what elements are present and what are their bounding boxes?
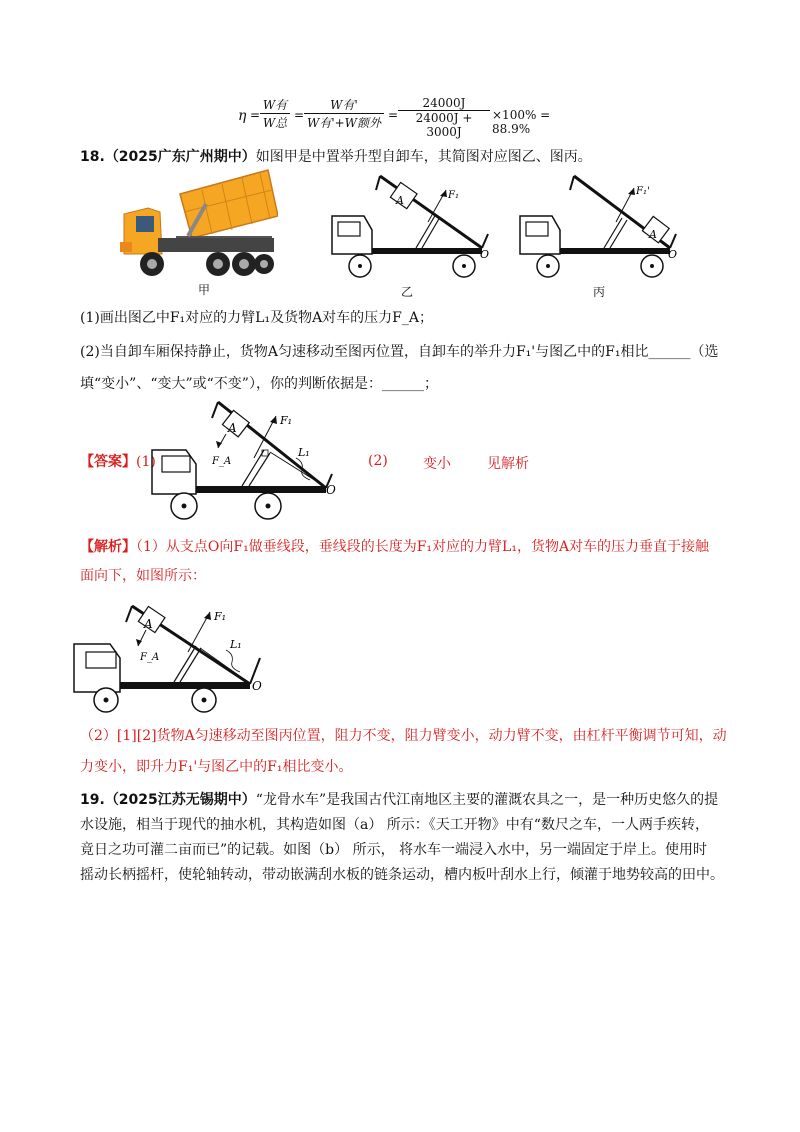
q18-part1: (1)画出图乙中F₁对应的力臂L₁及货物A对车的压力F_A； [80,310,433,326]
q18-stem: 如图甲是中置举升型自卸车，其简图对应图乙、图丙。 [255,149,592,165]
analysis-label: 【解析】 [80,539,136,555]
figure-yi-diagram [328,172,498,284]
ana-letter-l1: L₁ [230,638,242,651]
ans-letter-a: A [228,421,237,435]
bing-letter-f1p: F₁' [636,186,650,197]
answer-part2: (2) [368,453,388,469]
bing-letter-a: A [649,228,657,241]
q19-line2: 水设施，相当于现代的抽水机，其构造如图（a） 所示：《天工开物》中有“数尺之车，一人两手疾转， [80,817,709,833]
ans-letter-o: O [326,483,336,497]
q18-number: 18. [80,149,105,165]
analysis-line2: 面向下，如图所示： [80,568,206,584]
analysis-diagram [70,602,270,714]
q19-line4: 摇动长柄摇杆，使轮轴转动，带动嵌满刮水板的链条运动，槽内板叶刮水上行，倾灌于地势较高的田中。 [80,867,724,883]
answer-part1: (1) [136,454,156,470]
ana-letter-a: A [144,617,153,631]
answer-diagram [146,398,346,522]
yi-letter-f1: F₁ [448,190,459,201]
q18-source: （2025广东广州期中） [104,149,256,165]
q19-line1: 19.（2025江苏无锡期中）“龙骨水车”是我国古代江南地区主要的灌溉农具之一，是一种历史悠久的提 [80,792,719,808]
answer-label: 【答案】 [80,454,136,470]
figure-label-bing: 丙 [593,285,606,299]
eta-symbol: η [238,108,247,124]
formula-result: ×100% = 88.9% [492,108,551,136]
bing-letter-o: O [668,248,678,261]
ana-letter-o: O [252,679,262,693]
fraction-1: W有 W总 [260,96,290,131]
figure-label-yi: 乙 [401,285,414,299]
answer-value-2: 见解析 [487,456,529,472]
analysis-line3: （2）[1][2]货物A匀速移动至图丙位置，阻力不变，阻力臂变小，动力臂不变，由杠杆平衡调节可知，动 [80,728,727,744]
ans-letter-f1: F₁ [280,414,293,427]
fraction-2: W有' W有'+W额外 [304,96,384,131]
ana-letter-fa: F_A [140,652,160,663]
q19-number: 19. [80,792,105,808]
q19-source: （2025江苏无锡期中） [104,792,256,808]
q18-stem-line [80,147,592,167]
fraction-3: $\frac{24000J}{24000J + 3000J}$ [398,96,490,139]
yi-letter-o: O [480,248,490,261]
answer-label-row [80,452,156,472]
ans-letter-l1: L₁ [298,446,310,459]
q18-part2-line1: (2)当自卸车厢保持静止，货物A匀速移动至图丙位置，自卸车的举升力F₁'与图乙中的F₁相比______（选 [80,344,719,360]
q19-line3: 竟日之功可灌二亩而已”的记载。如图（b） 所示， 将水车一端浸入水中，另一端固定于岸上。使用时 [80,842,708,858]
ana-letter-f1: F₁ [214,610,227,623]
figure-label-jia: 甲 [198,283,211,297]
answer-value-1: 变小 [423,456,451,472]
q18-part2-line2: 填“变小”、“变大”或“不变”），你的判断依据是：______； [80,376,438,392]
figure-jia-dump-truck [118,168,278,280]
efficiency-formula: η = W有 W总 = W有' W有'+W额外 = $\frac{24000J}{24000J + 3000J}$ ×100% = 88.9% [238,96,578,140]
analysis-line1: 【解析】（1）从支点O向F₁做垂线段，垂线段的长度为F₁对应的力臂L₁，货物A对车的压力垂直于接触 [80,539,710,555]
figure-bing-diagram [516,172,686,284]
yi-letter-a: A [396,194,404,207]
analysis-line4: 力变小，即升力F₁'与图乙中的F₁相比变小。 [80,759,353,775]
ans-letter-fa: F_A [212,456,232,467]
